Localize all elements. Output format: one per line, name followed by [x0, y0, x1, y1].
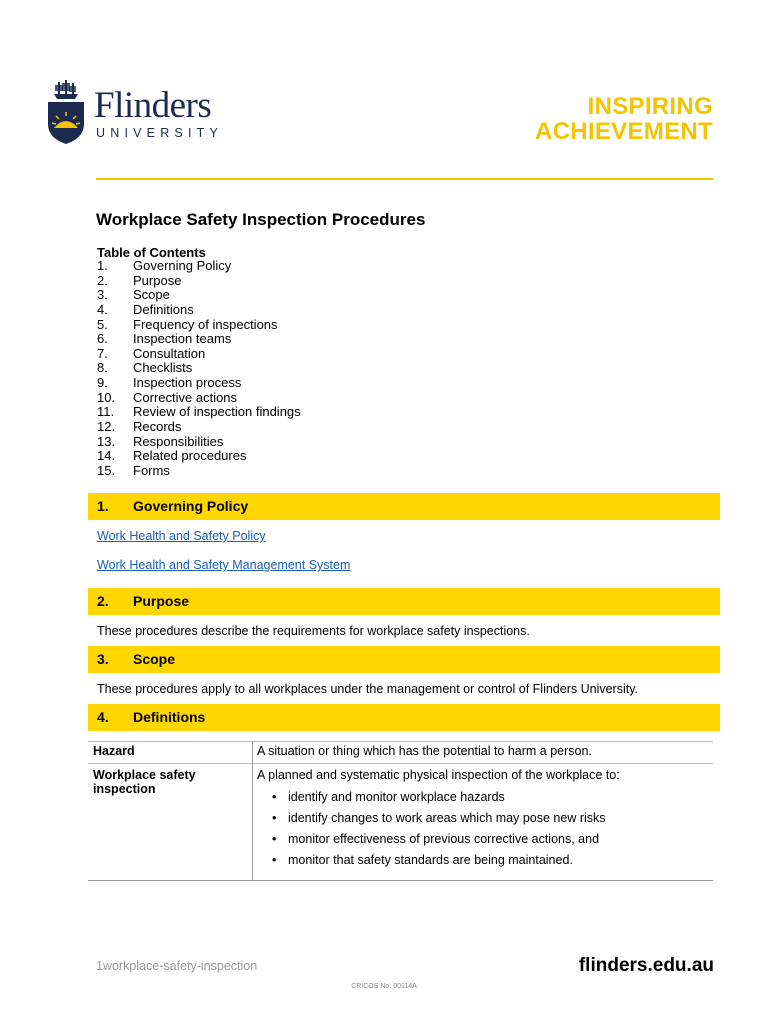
definition-hazard: A situation or thing which has the potential to harm a person. — [257, 744, 592, 758]
tagline-line2: ACHIEVEMENT — [535, 118, 713, 145]
list-item — [272, 810, 606, 831]
logo-wordmark: Flinders — [94, 85, 212, 126]
toc-label: Corrective actions — [133, 389, 238, 405]
toc-item[interactable] — [97, 449, 301, 464]
toc-label: Definitions — [133, 301, 194, 317]
section-heading-purpose — [88, 588, 720, 615]
term-workplace-safety-inspection — [93, 768, 196, 796]
toc-item[interactable] — [97, 420, 301, 435]
tagline-line1: INSPIRING — [587, 93, 713, 120]
bullet-icon: • — [272, 811, 277, 825]
whs-policy-link[interactable]: Work Health and Safety Policy — [97, 529, 266, 543]
shield-icon — [46, 80, 86, 144]
table-column-divider — [252, 741, 253, 881]
scope-text: These procedures apply to all workplaces under the management or control of Flinders University. — [97, 682, 639, 696]
toc-number: 6. — [97, 331, 108, 347]
toc-item[interactable] — [97, 391, 301, 406]
section-title: Definitions — [133, 709, 206, 725]
toc-number: 9. — [97, 375, 108, 391]
section-title: Purpose — [133, 593, 190, 609]
toc-number: 2. — [97, 272, 108, 288]
toc-item[interactable] — [97, 332, 301, 347]
footer-document-reference: 1workplace-safety-inspection — [96, 959, 258, 973]
list-item — [272, 852, 606, 873]
cricos-number: CRICOS No. 00114A — [351, 983, 417, 990]
section-heading-definitions — [88, 704, 720, 731]
whs-management-system-link[interactable]: Work Health and Safety Management System — [97, 558, 351, 572]
section-title: Scope — [133, 651, 176, 667]
list-item-text: identify changes to work areas which may pose new risks — [288, 811, 606, 825]
section-heading-scope — [88, 646, 720, 673]
bullet-icon: • — [272, 832, 277, 846]
toc-label: Checklists — [133, 360, 193, 376]
toc-item[interactable] — [97, 361, 301, 376]
section-title: Governing Policy — [133, 498, 249, 514]
section-number: 2. — [97, 593, 109, 609]
toc-item[interactable] — [97, 288, 301, 303]
toc-number: 12. — [97, 419, 116, 435]
toc-item[interactable] — [97, 435, 301, 450]
table-border — [88, 880, 713, 881]
flinders-logo — [46, 80, 226, 146]
inspection-purpose-list — [272, 789, 606, 873]
list-item-text: monitor that safety standards are being maintained. — [288, 853, 573, 867]
toc-number: 8. — [97, 360, 108, 376]
table-row-divider — [88, 763, 713, 764]
bullet-icon: • — [272, 790, 277, 804]
toc-label: Forms — [133, 462, 170, 478]
toc-item[interactable] — [97, 376, 301, 391]
section-number: 3. — [97, 651, 109, 667]
toc-item[interactable] — [97, 318, 301, 333]
term-hazard: Hazard — [93, 744, 135, 758]
toc-number: 4. — [97, 301, 108, 317]
toc-number: 3. — [97, 287, 108, 303]
toc-label: Governing Policy — [133, 258, 232, 273]
toc-number: 13. — [97, 433, 116, 449]
purpose-text: These procedures describe the requirements for workplace safety inspections. — [97, 624, 530, 638]
toc-number: 10. — [97, 389, 116, 405]
toc-label: Inspection process — [133, 375, 242, 391]
list-item-text: monitor effectiveness of previous corrective actions, and — [288, 832, 600, 846]
list-item-text: identify and monitor workplace hazards — [288, 790, 505, 804]
toc-label: Review of inspection findings — [133, 404, 301, 420]
toc-number: 11. — [97, 404, 115, 420]
toc-item[interactable] — [97, 274, 301, 289]
toc-item[interactable] — [97, 464, 301, 479]
toc-number: 5. — [97, 316, 108, 332]
toc-item[interactable] — [97, 347, 301, 362]
toc-label: Consultation — [133, 345, 206, 361]
document-title: Workplace Safety Inspection Procedures — [96, 210, 426, 229]
toc-label: Records — [133, 419, 182, 435]
toc-label: Responsibilities — [133, 433, 224, 449]
toc-heading: Table of Contents — [97, 245, 206, 260]
header-divider — [96, 178, 713, 180]
term-line: Workplace safety — [93, 768, 196, 782]
bullet-icon: • — [272, 853, 277, 867]
list-item — [272, 831, 606, 852]
list-item — [272, 789, 606, 810]
toc-item[interactable] — [97, 303, 301, 318]
toc-label: Purpose — [133, 272, 182, 288]
toc-number: 7. — [97, 345, 108, 361]
logo-subtitle: UNIVERSITY — [96, 126, 224, 140]
toc-number: 14. — [97, 448, 116, 464]
table-of-contents — [97, 259, 301, 479]
toc-item[interactable] — [97, 259, 301, 274]
section-heading-governing-policy — [88, 493, 720, 520]
table-border — [88, 741, 713, 742]
section-number: 4. — [97, 709, 109, 725]
term-line: inspection — [93, 782, 156, 796]
toc-label: Related procedures — [133, 448, 247, 464]
tagline — [535, 94, 713, 144]
toc-number: 1. — [97, 258, 108, 273]
definition-workplace-safety-inspection: A planned and systematic physical inspection of the workplace to: — [257, 768, 620, 782]
toc-label: Frequency of inspections — [133, 316, 278, 332]
toc-label: Scope — [133, 287, 170, 303]
footer-website-link[interactable]: flinders.edu.au — [578, 955, 714, 976]
section-number: 1. — [97, 498, 109, 514]
toc-number: 15. — [97, 462, 116, 478]
toc-item[interactable] — [97, 405, 301, 420]
toc-label: Inspection teams — [133, 331, 232, 347]
